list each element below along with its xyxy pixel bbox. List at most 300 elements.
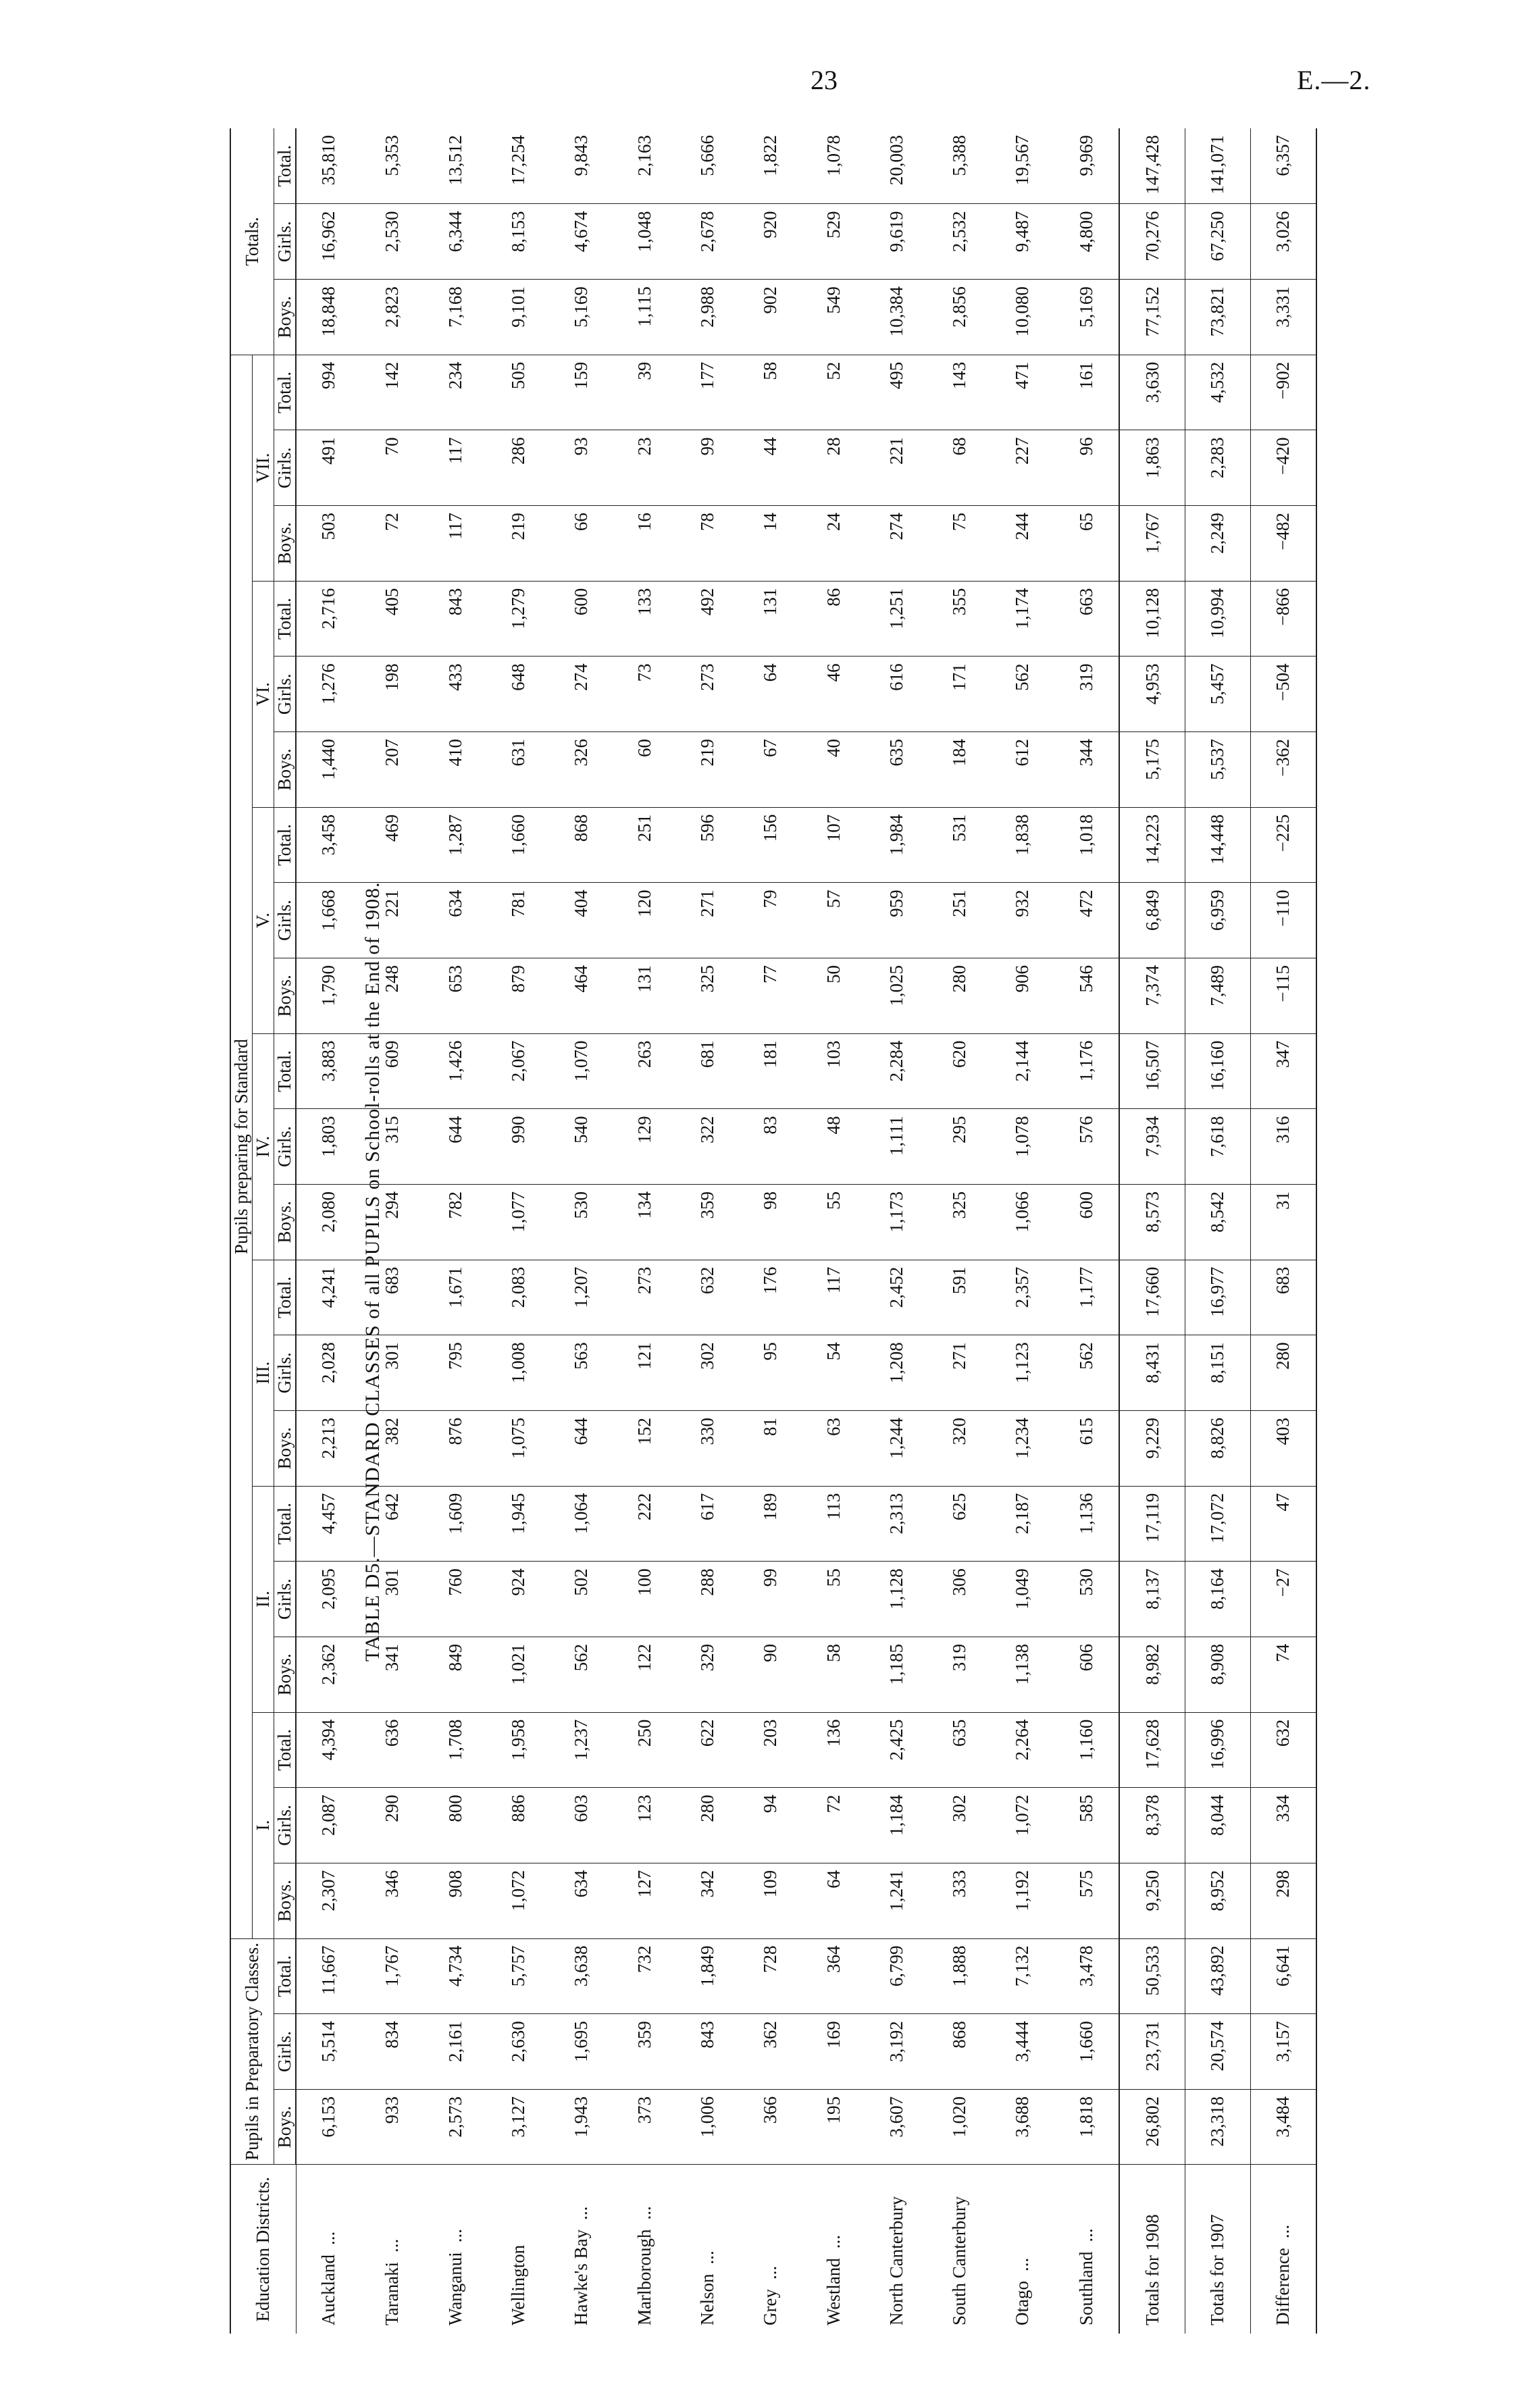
boys-column-header: Boys.	[274, 1863, 297, 1938]
table-cell: 382	[361, 1410, 424, 1486]
table-cell: 1,072	[487, 1863, 550, 1938]
table-cell: 244	[991, 506, 1054, 582]
table-cell: 16,160	[1185, 1033, 1250, 1109]
table-cell: 879	[487, 958, 550, 1034]
table-cell: 280	[1250, 1335, 1316, 1411]
table-cell: 248	[361, 958, 424, 1034]
table-cell: 617	[676, 1486, 739, 1562]
table-cell: 576	[1054, 1109, 1119, 1185]
table-cell: 1,279	[487, 581, 550, 657]
table-cell: 2,264	[991, 1712, 1054, 1788]
table-cell: 1,049	[991, 1562, 1054, 1637]
table-cell: 1,177	[1054, 1260, 1119, 1335]
table-cell: 924	[487, 1562, 550, 1637]
table-cell: 325	[676, 958, 739, 1034]
table-cell: 63	[802, 1410, 865, 1486]
table-cell: 3,484	[1250, 2089, 1316, 2165]
leader-dots: ...	[823, 2234, 844, 2249]
standard-header: VI.	[253, 581, 274, 807]
table-cell: 1,185	[865, 1637, 928, 1712]
table-cell: 653	[424, 958, 487, 1034]
leader-dots: ...	[1075, 2228, 1096, 2242]
table-cell: 10,128	[1119, 581, 1185, 657]
table-row	[676, 128, 739, 2334]
table-cell: 142	[361, 355, 424, 430]
table-cell: −866	[1250, 581, 1316, 657]
district-name: Totals for 1908	[1141, 2214, 1162, 2325]
table-cell: 64	[739, 657, 802, 732]
table-cell: 273	[613, 1260, 676, 1335]
table-cell: 301	[361, 1562, 424, 1637]
table-cell: 1,138	[991, 1637, 1054, 1712]
table-cell: 4,734	[424, 1938, 487, 2014]
table-cell: 6,849	[1119, 883, 1185, 958]
table-cell: 99	[676, 430, 739, 506]
total-column-header: Total.	[274, 355, 297, 430]
table-row	[865, 128, 928, 2334]
table-cell: 683	[1250, 1260, 1316, 1335]
table-cell: 9,487	[991, 204, 1054, 280]
table-cell: 2,988	[676, 280, 739, 355]
table-cell: 1,822	[739, 128, 802, 204]
table-cell: 2,313	[865, 1486, 928, 1562]
table-cell: 5,169	[1054, 280, 1119, 355]
table-cell: 99	[739, 1562, 802, 1637]
table-cell: 73	[613, 657, 676, 732]
girls-column-header: Girls.	[274, 204, 297, 280]
table-cell: 6,357	[1250, 128, 1316, 204]
table-cell: 86	[802, 581, 865, 657]
table-cell: 355	[928, 581, 991, 657]
table-cell: 5,388	[928, 128, 991, 204]
table-cell: 73,821	[1185, 280, 1250, 355]
table-cell: 79	[739, 883, 802, 958]
table-cell: 57	[802, 883, 865, 958]
table-cell: 4,800	[1054, 204, 1119, 280]
table-cell: −115	[1250, 958, 1316, 1034]
boys-column-header: Boys.	[274, 1184, 297, 1260]
table-cell: 169	[802, 2014, 865, 2090]
table-cell: 3,127	[487, 2089, 550, 2165]
district-name: Wanganui	[444, 2252, 465, 2325]
table-row	[550, 128, 613, 2334]
table-cell: 2,144	[991, 1033, 1054, 1109]
table-cell: 52	[802, 355, 865, 430]
table-cell: 585	[1054, 1788, 1119, 1863]
table-cell: 68	[928, 430, 991, 506]
leader-dots: ...	[696, 2250, 717, 2265]
table-cell: 17,119	[1119, 1486, 1185, 1562]
table-cell: 298	[1250, 1863, 1316, 1938]
table-row	[487, 128, 550, 2334]
boys-girls-total-header-row	[274, 128, 297, 2334]
table-cell: 1,128	[865, 1562, 928, 1637]
table-cell: 74	[1250, 1637, 1316, 1712]
table-cell: 2,452	[865, 1260, 928, 1335]
table-cell: 176	[739, 1260, 802, 1335]
table-cell: 902	[739, 280, 802, 355]
table-cell: 781	[487, 883, 550, 958]
table-cell: 2,213	[296, 1410, 361, 1486]
table-cell: 663	[1054, 581, 1119, 657]
district-name: Southland	[1075, 2251, 1096, 2325]
table-cell: 1,276	[296, 657, 361, 732]
table-cell: 341	[361, 1637, 424, 1712]
table-cell: 31	[1250, 1184, 1316, 1260]
table-cell: 3,444	[991, 2014, 1054, 2090]
table-cell: 1,767	[361, 1938, 424, 2014]
table-cell: 5,514	[296, 2014, 361, 2090]
table-cell: 16	[613, 506, 676, 582]
table-cell: 1,078	[991, 1109, 1054, 1185]
table-row	[424, 128, 487, 2334]
table-cell: 107	[802, 807, 865, 883]
district-header: Education Districts.	[230, 2165, 296, 2334]
table-cell: 54	[802, 1335, 865, 1411]
table-cell: 1,064	[550, 1486, 613, 1562]
table-cell: 531	[928, 807, 991, 883]
girls-column-header: Girls.	[274, 883, 297, 958]
district-name: Taranaki	[382, 2261, 403, 2325]
table-cell: 1,077	[487, 1184, 550, 1260]
table-cell: 14,223	[1119, 807, 1185, 883]
table-cell: 5,537	[1185, 732, 1250, 808]
table-cell: 410	[424, 732, 487, 808]
table-cell: 760	[424, 1562, 487, 1637]
table-cell: 16,507	[1119, 1033, 1185, 1109]
table-cell: 2,307	[296, 1863, 361, 1938]
table-cell: 159	[550, 355, 613, 430]
table-cell: 600	[550, 581, 613, 657]
table-cell: 622	[676, 1712, 739, 1788]
table-cell: 1,025	[865, 958, 928, 1034]
table-cell: 1,208	[865, 1335, 928, 1411]
table-cell: 14	[739, 506, 802, 582]
table-cell: 122	[613, 1637, 676, 1712]
table-cell: 1,123	[991, 1335, 1054, 1411]
table-cell: 302	[676, 1335, 739, 1411]
table-cell: 14,448	[1185, 807, 1250, 883]
table-row	[361, 128, 424, 2334]
girls-column-header: Girls.	[274, 1562, 297, 1637]
table-cell: 464	[550, 958, 613, 1034]
girls-column-header: Girls.	[274, 2014, 297, 2090]
table-cell: 273	[676, 657, 739, 732]
table-cell: 72	[802, 1788, 865, 1863]
table-cell: 60	[613, 732, 676, 808]
table-cell: 362	[739, 2014, 802, 2090]
table-cell: 8,826	[1185, 1410, 1250, 1486]
table-cell: 563	[550, 1335, 613, 1411]
table-cell: 100	[613, 1562, 676, 1637]
table-cell: 6,641	[1250, 1938, 1316, 2014]
table-cell: 2,083	[487, 1260, 550, 1335]
table-cell: 136	[802, 1712, 865, 1788]
table-cell: −225	[1250, 807, 1316, 883]
table-cell: 1,173	[865, 1184, 928, 1260]
table-cell: 1,244	[865, 1410, 928, 1486]
table-cell: 203	[739, 1712, 802, 1788]
district-name: Nelson	[696, 2273, 717, 2325]
girls-column-header: Girls.	[274, 1788, 297, 1863]
table-cell: 635	[865, 732, 928, 808]
table-row	[1119, 128, 1185, 2334]
table-cell: 1,234	[991, 1410, 1054, 1486]
table-cell: 6,344	[424, 204, 487, 280]
table-cell: 64	[802, 1863, 865, 1938]
table-cell: 3,458	[296, 807, 361, 883]
table-cell: 1,018	[1054, 807, 1119, 883]
table-cell: 2,249	[1185, 506, 1250, 582]
table-cell: 782	[424, 1184, 487, 1260]
table-cell: 612	[991, 732, 1054, 808]
table-cell: 575	[1054, 1863, 1119, 1938]
table-cell: 250	[613, 1712, 676, 1788]
table-cell: 40	[802, 732, 865, 808]
standard-header: I.	[253, 1712, 274, 1938]
table-cell: 4,241	[296, 1260, 361, 1335]
leader-dots: ...	[317, 2231, 338, 2246]
table-cell: 189	[739, 1486, 802, 1562]
table-cell: 2,067	[487, 1033, 550, 1109]
table-cell: 3,607	[865, 2089, 928, 2165]
table-cell: 342	[676, 1863, 739, 1938]
table-cell: 4,674	[550, 204, 613, 280]
boys-column-header: Boys.	[274, 2089, 297, 2165]
table-cell: 23,318	[1185, 2089, 1250, 2165]
table-cell: 11,667	[296, 1938, 361, 2014]
table-cell: 8,982	[1119, 1637, 1185, 1712]
table-cell: 606	[1054, 1637, 1119, 1712]
district-name: North Canterbury	[886, 2196, 906, 2325]
table-cell: 1,020	[928, 2089, 991, 2165]
table-cell: 8,151	[1185, 1335, 1250, 1411]
table-cell: 1,958	[487, 1712, 550, 1788]
table-cell: 77	[739, 958, 802, 1034]
table-cell: 3,630	[1119, 355, 1185, 430]
table-cell: 66	[550, 506, 613, 582]
table-cell: 156	[739, 807, 802, 883]
table-cell: 3,478	[1054, 1938, 1119, 2014]
table-cell: 469	[361, 807, 424, 883]
table-cell: 316	[1250, 1109, 1316, 1185]
table-cell: 1,066	[991, 1184, 1054, 1260]
table-cell: 58	[802, 1637, 865, 1712]
table-cell: 364	[802, 1938, 865, 2014]
table-cell: 129	[613, 1109, 676, 1185]
table-cell: 2,573	[424, 2089, 487, 2165]
table-cell: 46	[802, 657, 865, 732]
table-cell: 96	[1054, 430, 1119, 506]
district-name: Wellington	[508, 2244, 529, 2325]
table-cell: 1,021	[487, 1637, 550, 1712]
table-cell: 65	[1054, 506, 1119, 582]
table-cell: 1,111	[865, 1109, 928, 1185]
table-cell: 93	[550, 430, 613, 506]
page-number: 23	[811, 65, 838, 95]
totals-header: Totals.	[230, 128, 274, 355]
table-cell: 1,888	[928, 1938, 991, 2014]
table-cell: 288	[676, 1562, 739, 1637]
table-cell: 47	[1250, 1486, 1316, 1562]
table-cell: 849	[424, 1637, 487, 1712]
table-cell: 13,512	[424, 128, 487, 204]
table-cell: 50	[802, 958, 865, 1034]
table-cell: 117	[424, 430, 487, 506]
table-cell: 1,048	[613, 204, 676, 280]
table-cell: 2,716	[296, 581, 361, 657]
table-cell: 9,101	[487, 280, 550, 355]
district-name: Otago	[1012, 2281, 1033, 2325]
table-cell: 1,115	[613, 280, 676, 355]
table-cell: 728	[739, 1938, 802, 2014]
table-cell: 886	[487, 1788, 550, 1863]
table-cell: 8,044	[1185, 1788, 1250, 1863]
table-cell: 221	[865, 430, 928, 506]
table-cell: 117	[802, 1260, 865, 1335]
table-cell: 8,431	[1119, 1335, 1185, 1411]
table-cell: 10,080	[991, 280, 1054, 355]
table-cell: 131	[613, 958, 676, 1034]
table-cell: 843	[676, 2014, 739, 2090]
table-cell: 868	[928, 2014, 991, 2090]
table-cell: −362	[1250, 732, 1316, 808]
leader-dots: ...	[382, 2238, 403, 2253]
table-cell: 1,818	[1054, 2089, 1119, 2165]
table-cell: 5,175	[1119, 732, 1185, 808]
table-cell: 1,078	[802, 128, 865, 204]
table-cell: 562	[991, 657, 1054, 732]
standard-header: III.	[253, 1260, 274, 1486]
table-cell: 7,489	[1185, 958, 1250, 1034]
table-cell: 17,254	[487, 128, 550, 204]
boys-column-header: Boys.	[274, 958, 297, 1034]
table-cell: 117	[424, 506, 487, 582]
boys-column-header: Boys.	[274, 1410, 297, 1486]
table-cell: 616	[865, 657, 928, 732]
table-cell: 1,174	[991, 581, 1054, 657]
table-cell: 290	[361, 1788, 424, 1863]
total-column-header: Total.	[274, 1938, 297, 2014]
table-cell: 10,994	[1185, 581, 1250, 657]
table-cell: 271	[676, 883, 739, 958]
table-cell: 1,251	[865, 581, 928, 657]
total-column-header: Total.	[274, 1712, 297, 1788]
table-row	[739, 128, 802, 2334]
table-cell: 103	[802, 1033, 865, 1109]
table-cell: 95	[739, 1335, 802, 1411]
table-cell: 3,192	[865, 2014, 928, 2090]
table-container	[230, 128, 1317, 2334]
table-cell: 143	[928, 355, 991, 430]
table-cell: 644	[550, 1410, 613, 1486]
table-cell: 81	[739, 1410, 802, 1486]
leader-dots: ...	[1273, 2224, 1293, 2239]
standard-header: VII.	[253, 355, 274, 581]
total-column-header: Total.	[274, 807, 297, 883]
table-cell: 94	[739, 1788, 802, 1863]
table-cell: 648	[487, 657, 550, 732]
table-cell: 404	[550, 883, 613, 958]
table-cell: 843	[424, 581, 487, 657]
table-cell: 274	[865, 506, 928, 582]
table-cell: 7,934	[1119, 1109, 1185, 1185]
table-cell: 70,276	[1119, 204, 1185, 280]
table-cell: 16,977	[1185, 1260, 1250, 1335]
preparatory-header: Pupils in Preparatory Classes.	[230, 1938, 274, 2165]
table-cell: 195	[802, 2089, 865, 2165]
table-cell: 4,457	[296, 1486, 361, 1562]
table-cell: 43,892	[1185, 1938, 1250, 2014]
girls-column-header: Girls.	[274, 657, 297, 732]
total-column-header: Total.	[274, 581, 297, 657]
table-cell: 366	[739, 2089, 802, 2165]
table-cell: 1,075	[487, 1410, 550, 1486]
table-cell: 472	[1054, 883, 1119, 958]
table-cell: 346	[361, 1863, 424, 1938]
table-cell: 5,353	[361, 128, 424, 204]
table-cell: 330	[676, 1410, 739, 1486]
table-cell: 1,668	[296, 883, 361, 958]
table-cell: 10,384	[865, 280, 928, 355]
table-cell: 319	[1054, 657, 1119, 732]
table-cell: 8,153	[487, 204, 550, 280]
table-cell: 1,184	[865, 1788, 928, 1863]
table-cell: 2,532	[928, 204, 991, 280]
table-cell: 26,802	[1119, 2089, 1185, 2165]
table-cell: 294	[361, 1184, 424, 1260]
table-row	[1250, 128, 1316, 2334]
leader-dots: ...	[1012, 2257, 1033, 2272]
table-cell: 1,945	[487, 1486, 550, 1562]
boys-column-header: Boys.	[274, 506, 297, 582]
table-cell: 2,187	[991, 1486, 1054, 1562]
table-cell: 9,250	[1119, 1863, 1185, 1938]
table-cell: 306	[928, 1562, 991, 1637]
table-cell: 562	[1054, 1335, 1119, 1411]
table-row	[802, 128, 865, 2334]
table-cell: 4,394	[296, 1712, 361, 1788]
table-cell: −902	[1250, 355, 1316, 430]
table-cell: 1,136	[1054, 1486, 1119, 1562]
table-cell: 24	[802, 506, 865, 582]
table-cell: 359	[613, 2014, 676, 2090]
table-cell: 4,532	[1185, 355, 1250, 430]
table-cell: 1,241	[865, 1863, 928, 1938]
table-cell: 625	[928, 1486, 991, 1562]
table-cell: 7,374	[1119, 958, 1185, 1034]
table-cell: 2,823	[361, 280, 424, 355]
table-cell: 3,638	[550, 1938, 613, 2014]
table-row	[1054, 128, 1119, 2334]
table-cell: 35,810	[296, 128, 361, 204]
table-cell: 302	[928, 1788, 991, 1863]
table-cell: 3,026	[1250, 204, 1316, 280]
boys-column-header: Boys.	[274, 1637, 297, 1712]
table-cell: 7,168	[424, 280, 487, 355]
table-body	[296, 128, 1316, 2334]
table-cell: 58	[739, 355, 802, 430]
table-cell: −482	[1250, 506, 1316, 582]
table-cell: 546	[1054, 958, 1119, 1034]
table-cell: 67,250	[1185, 204, 1250, 280]
district-name: Difference	[1273, 2248, 1293, 2325]
total-column-header: Total.	[274, 1486, 297, 1562]
table-row	[928, 128, 991, 2334]
table-cell: 373	[613, 2089, 676, 2165]
table-cell: 23	[613, 430, 676, 506]
table-cell: 90	[739, 1637, 802, 1712]
